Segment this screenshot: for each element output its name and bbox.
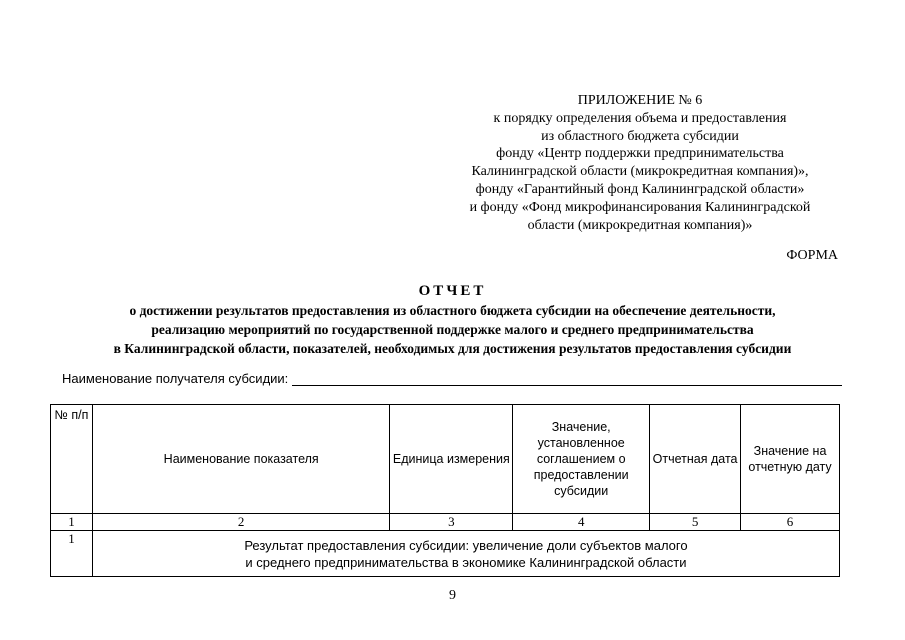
appendix-line: к порядку определения объема и предоставления bbox=[493, 110, 787, 126]
column-number: 3 bbox=[390, 514, 513, 531]
column-number: 1 bbox=[51, 514, 93, 531]
result-text-line: и среднего предпринимательства в экономике Калининградской области bbox=[245, 554, 687, 570]
column-number-row bbox=[51, 514, 840, 531]
appendix-line: из областного бюджета субсидии bbox=[541, 128, 739, 144]
recipient-label: Наименование получателя субсидии: bbox=[62, 371, 289, 386]
appendix-line: Калининградской области (микрокредитная компания)», bbox=[471, 164, 809, 180]
header-value-on-date: Значение на отчетную дату bbox=[741, 405, 840, 514]
report-subtitle-line: реализацию мероприятий по государственной поддержке малого и среднего предпринимательства bbox=[151, 322, 754, 337]
appendix-block bbox=[430, 92, 850, 234]
column-number: 6 bbox=[741, 514, 840, 531]
page-number: 9 bbox=[449, 588, 456, 603]
form-label: ФОРМА bbox=[786, 248, 838, 263]
row-number: 1 bbox=[51, 531, 93, 577]
header-report-date: Отчетная дата bbox=[650, 405, 741, 514]
table-header-row bbox=[51, 405, 840, 514]
appendix-title: ПРИЛОЖЕНИЕ № 6 bbox=[577, 93, 703, 108]
report-subtitle-line: в Калининградской области, показателей, необходимых для достижения результатов предоставления субсидии bbox=[113, 341, 792, 356]
appendix-line: фонду «Гарантийный фонд Калининградской области» bbox=[475, 181, 805, 197]
report-table bbox=[50, 404, 840, 577]
header-unit: Единица измерения bbox=[390, 405, 513, 514]
appendix-line: и фонду «Фонд микрофинансирования Калининградской bbox=[469, 199, 811, 215]
header-number: № п/п bbox=[51, 405, 93, 514]
report-subtitle-line: о достижении результатов предоставления из областного бюджета субсидии на обеспечение деятельности, bbox=[129, 303, 776, 318]
result-description bbox=[92, 531, 839, 577]
appendix-line: области (микрокредитная компания)» bbox=[527, 217, 753, 233]
recipient-blank-line bbox=[292, 371, 842, 386]
appendix-line: фонду «Центр поддержки предпринимательства bbox=[496, 146, 784, 162]
header-agreed-value: Значение, установленное соглашением о предоставлении субсидии bbox=[513, 405, 650, 514]
header-indicator-name: Наименование показателя bbox=[92, 405, 389, 514]
table-row bbox=[51, 531, 840, 577]
column-number: 4 bbox=[513, 514, 650, 531]
report-title: ОТЧЕТ bbox=[418, 283, 487, 299]
recipient-field bbox=[62, 371, 842, 386]
column-number: 5 bbox=[650, 514, 741, 531]
result-text-line: Результат предоставления субсидии: увеличение доли субъектов малого bbox=[244, 537, 688, 553]
column-number: 2 bbox=[92, 514, 389, 531]
report-subtitle bbox=[40, 301, 865, 358]
